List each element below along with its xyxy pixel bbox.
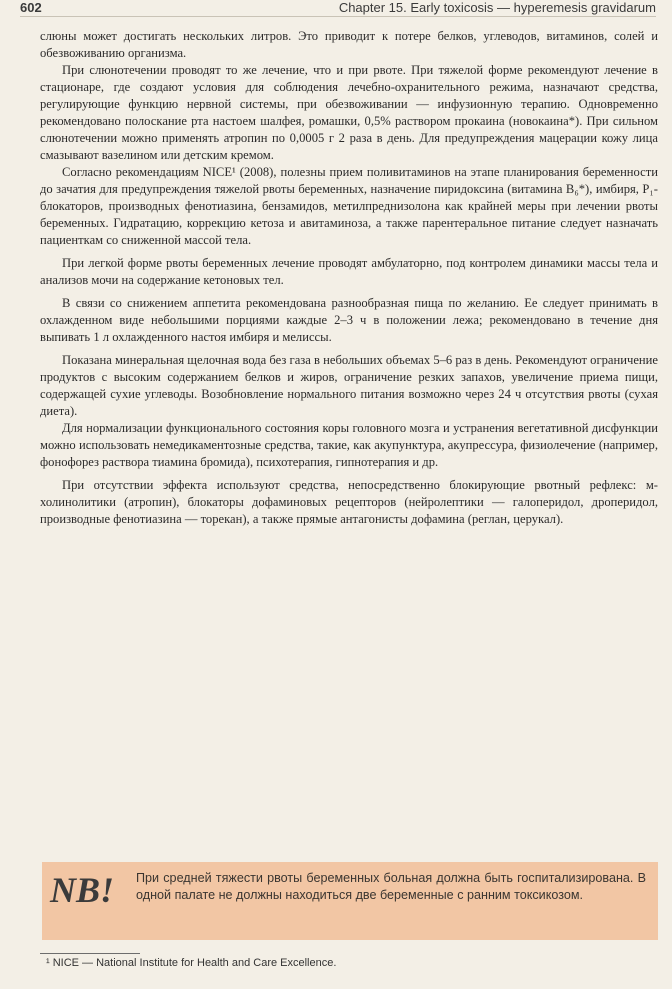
paragraph: При отсутствии эффекта используют средства, непосредственно блокирующие рвотный рефлекс: м-холинолитики (атропин), блокаторы дофаминовых рецепторов (нейролептики — галоперидол, дроперидол, производные фенотиазина — торекан), а также прямые антагонисты дофамина (реглан, церукал). — [40, 478, 658, 526]
paragraph: В связи со снижением аппетита рекомендована разнообразная пища по желанию. Ее следует принимать в охлажденном виде небольшими порциями каждые 2–3 ч в положении лежа; рекомендовано в течение дня выпивать 1 л охлажденного настоя имбиря и мелиссы. — [40, 296, 658, 344]
paragraph: Для нормализации функционального состояния коры головного мозга и устранения вегетативной дисфункции можно использовать немедикаментозные средства, такие, как акупунктура, акупрессура, физиолечение (например, фонофорез раствора тиамина бромида), психотерапия, гипнотерапия и др. — [40, 421, 658, 469]
body-text — [40, 28, 658, 528]
paragraph: Согласно рекомендациям NICE¹ (2008), полезны прием поливитаминов на этапе планирования беременности до зачатия для предупреждения тяжелой рвоты беременных, назначение пиридоксина (витамина B₆*), имбиря, P₁-блокаторов, производных фенотиазина, бензамидов, метилпреднизолона как крайней меры при лечении рвоты беременных. Гидратацию, коррекцию кетоза и авитаминоза, а также парентеральное питание следует назначать пациенткам со сниженной массой тела. — [40, 165, 658, 247]
running-header — [20, 0, 656, 17]
chapter-title: Chapter 15. Early toxicosis — hyperemesis gravidarum — [338, 0, 656, 15]
footnote-rule — [40, 953, 140, 954]
paragraph: слюны может достигать нескольких литров. Это приводит к потере белков, углеводов, витаминов, солей и обезвоживанию организма. — [40, 29, 658, 60]
paragraph: Показана минеральная щелочная вода без газа в небольших объемах 5–6 раз в день. Рекомендуют ограничение продуктов с высоким содержанием белков и жиров, ограничение резких запахов, увеличение приема пищи, содержащей сухие углеводы. Возобновление нормального питания возможно через 24 ч отсутствия рвоты (сухая диета). — [40, 353, 658, 418]
page-number: 602 — [20, 0, 42, 15]
nb-callout — [42, 862, 658, 940]
footnote: ¹ NICE — National Institute for Health and Care Excellence. — [46, 957, 337, 969]
paragraph: При слюнотечении проводят то же лечение, что и при рвоте. При тяжелой форме рекомендуют лечение в стационаре, где создают условия для соблюдения лечебно-охранительного режима, назначают средства, регулирующие функцию нервной системы, при обезвоживании — инфузионную терапию. Одновременно рекомендовано полоскание рта настоем шалфея, ромашки, 0,5% раствором прокаина (новокаина*). При сильном слюнотечении можно применять атропин по 0,0005 г 2 раза в день. Для предупреждения мацерации кожу лица смазывают вазелином или детским кремом. — [40, 63, 658, 162]
paragraph: При легкой форме рвоты беременных лечение проводят амбулаторно, под контролем динамики массы тела и анализов мочи на содержание кетоновых тел. — [40, 256, 658, 287]
nb-label: NB! — [50, 870, 115, 910]
nb-text: При средней тяжести рвоты беременных больная должна быть госпитализирована. В одной палате не должны находиться две беременные с ранним токсикозом. — [136, 871, 646, 902]
